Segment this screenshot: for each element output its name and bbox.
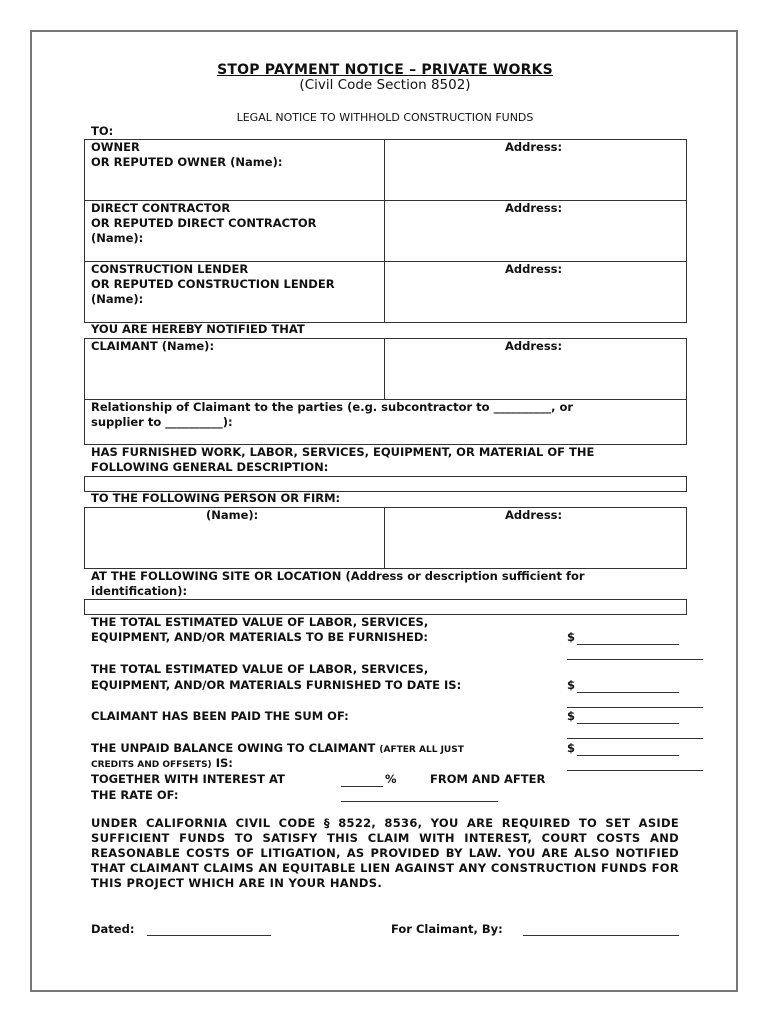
unpaid-field[interactable]	[577, 755, 679, 756]
dated-field[interactable]	[147, 935, 271, 936]
owner-label: OWNER	[91, 140, 140, 154]
paid-dollar: $	[567, 709, 576, 723]
interest-date-field[interactable]	[341, 801, 498, 802]
total-value-field[interactable]	[577, 644, 679, 645]
to-date-dollar: $	[567, 678, 576, 692]
contractor-reputed-label: OR REPUTED DIRECT CONTRACTOR	[91, 216, 317, 230]
claimant-signature-field[interactable]	[523, 935, 679, 936]
to-person-heading: TO THE FOLLOWING PERSON OR FIRM:	[91, 491, 341, 505]
furnished-label-line2: FOLLOWING GENERAL DESCRIPTION:	[91, 460, 329, 474]
to-date-extra-line	[567, 707, 703, 708]
form-subtitle: (Civil Code Section 8502)	[299, 77, 471, 93]
relationship-label-line2: supplier to __________):	[91, 415, 233, 429]
unpaid-label-line1: THE UNPAID BALANCE OWING TO CLAIMANT (AFTER ALL JUST	[91, 741, 464, 755]
relationship-label-line1: Relationship of Claimant to the parties (e.g. subcontractor to __________, or	[91, 400, 574, 414]
description-field[interactable]	[84, 476, 687, 492]
owner-address-label: Address:	[505, 140, 563, 154]
to-label: TO:	[91, 124, 114, 138]
notified-heading: YOU ARE HEREBY NOTIFIED THAT	[91, 322, 305, 336]
form-title: STOP PAYMENT NOTICE – PRIVATE WORKS	[217, 62, 553, 78]
site-label-line1: AT THE FOLLOWING SITE OR LOCATION (Address or description sufficient for	[91, 569, 585, 583]
unpaid-label-line2: CREDITS AND OFFSETS) IS:	[91, 756, 233, 770]
dated-label: Dated:	[91, 922, 135, 936]
contractor-label: DIRECT CONTRACTOR	[91, 201, 231, 215]
person-name-label: (Name):	[206, 508, 259, 522]
interest-label-line1: TOGETHER WITH INTEREST AT	[91, 772, 285, 786]
site-field[interactable]	[84, 599, 687, 615]
paid-label: CLAIMANT HAS BEEN PAID THE SUM OF:	[91, 709, 349, 723]
total-value-dollar: $	[567, 630, 576, 644]
lender-label: CONSTRUCTION LENDER	[91, 262, 249, 276]
total-value-label-line1: THE TOTAL ESTIMATED VALUE OF LABOR, SERVICES,	[91, 615, 429, 629]
unpaid-extra-line	[567, 770, 703, 771]
person-address-label: Address:	[505, 508, 563, 522]
for-claimant-label: For Claimant, By:	[391, 922, 503, 936]
to-date-field[interactable]	[577, 692, 679, 693]
contractor-address-label: Address:	[505, 201, 563, 215]
site-label-line2: identification):	[91, 584, 188, 598]
total-value-label-line2: EQUIPMENT, AND/OR MATERIALS TO BE FURNISHED:	[91, 630, 428, 644]
owner-box[interactable]	[84, 139, 687, 201]
to-date-label-line1: THE TOTAL ESTIMATED VALUE OF LABOR, SERVICES,	[91, 662, 429, 676]
interest-label-line2: THE RATE OF:	[91, 788, 179, 802]
lender-name-label: (Name):	[91, 292, 144, 306]
unpaid-dollar: $	[567, 741, 576, 755]
person-firm-box[interactable]	[84, 507, 687, 569]
interest-percent: %	[385, 772, 397, 786]
contractor-name-label: (Name):	[91, 231, 144, 245]
claimant-address-label: Address:	[505, 339, 563, 353]
to-date-label-line2: EQUIPMENT, AND/OR MATERIALS FURNISHED TO DATE IS:	[91, 678, 462, 692]
owner-reputed-label: OR REPUTED OWNER (Name):	[91, 155, 283, 169]
withholding-warning: UNDER CALIFORNIA CIVIL CODE § 8522, 8536, YOU ARE REQUIRED TO SET ASIDE SUFFICIENT FUNDS TO SATISFY THIS CLAIM WITH INTEREST, COURT COSTS AND REASONABLE COSTS OF LITIGATION, AS PROVIDED BY LAW. YOU ARE ALSO NOTIFIED THAT CLAIMANT CLAIMS AN EQUITABLE LIEN AGAINST ANY CONSTRUCTION FUNDS FOR THIS PROJECT WHICH ARE IN YOUR HANDS.	[91, 816, 679, 890]
from-after-label: FROM AND AFTER	[430, 772, 546, 786]
furnished-label-line1: HAS FURNISHED WORK, LABOR, SERVICES, EQUIPMENT, OR MATERIAL OF THE	[91, 445, 595, 459]
total-value-extra-line	[567, 659, 703, 660]
paid-extra-line	[567, 738, 703, 739]
lender-address-label: Address:	[505, 262, 563, 276]
legal-notice-heading: LEGAL NOTICE TO WITHHOLD CONSTRUCTION FUNDS	[236, 111, 534, 124]
interest-rate-field[interactable]	[341, 786, 383, 787]
claimant-name-label: CLAIMANT (Name):	[91, 339, 215, 353]
lender-reputed-label: OR REPUTED CONSTRUCTION LENDER	[91, 277, 335, 291]
paid-field[interactable]	[577, 723, 679, 724]
